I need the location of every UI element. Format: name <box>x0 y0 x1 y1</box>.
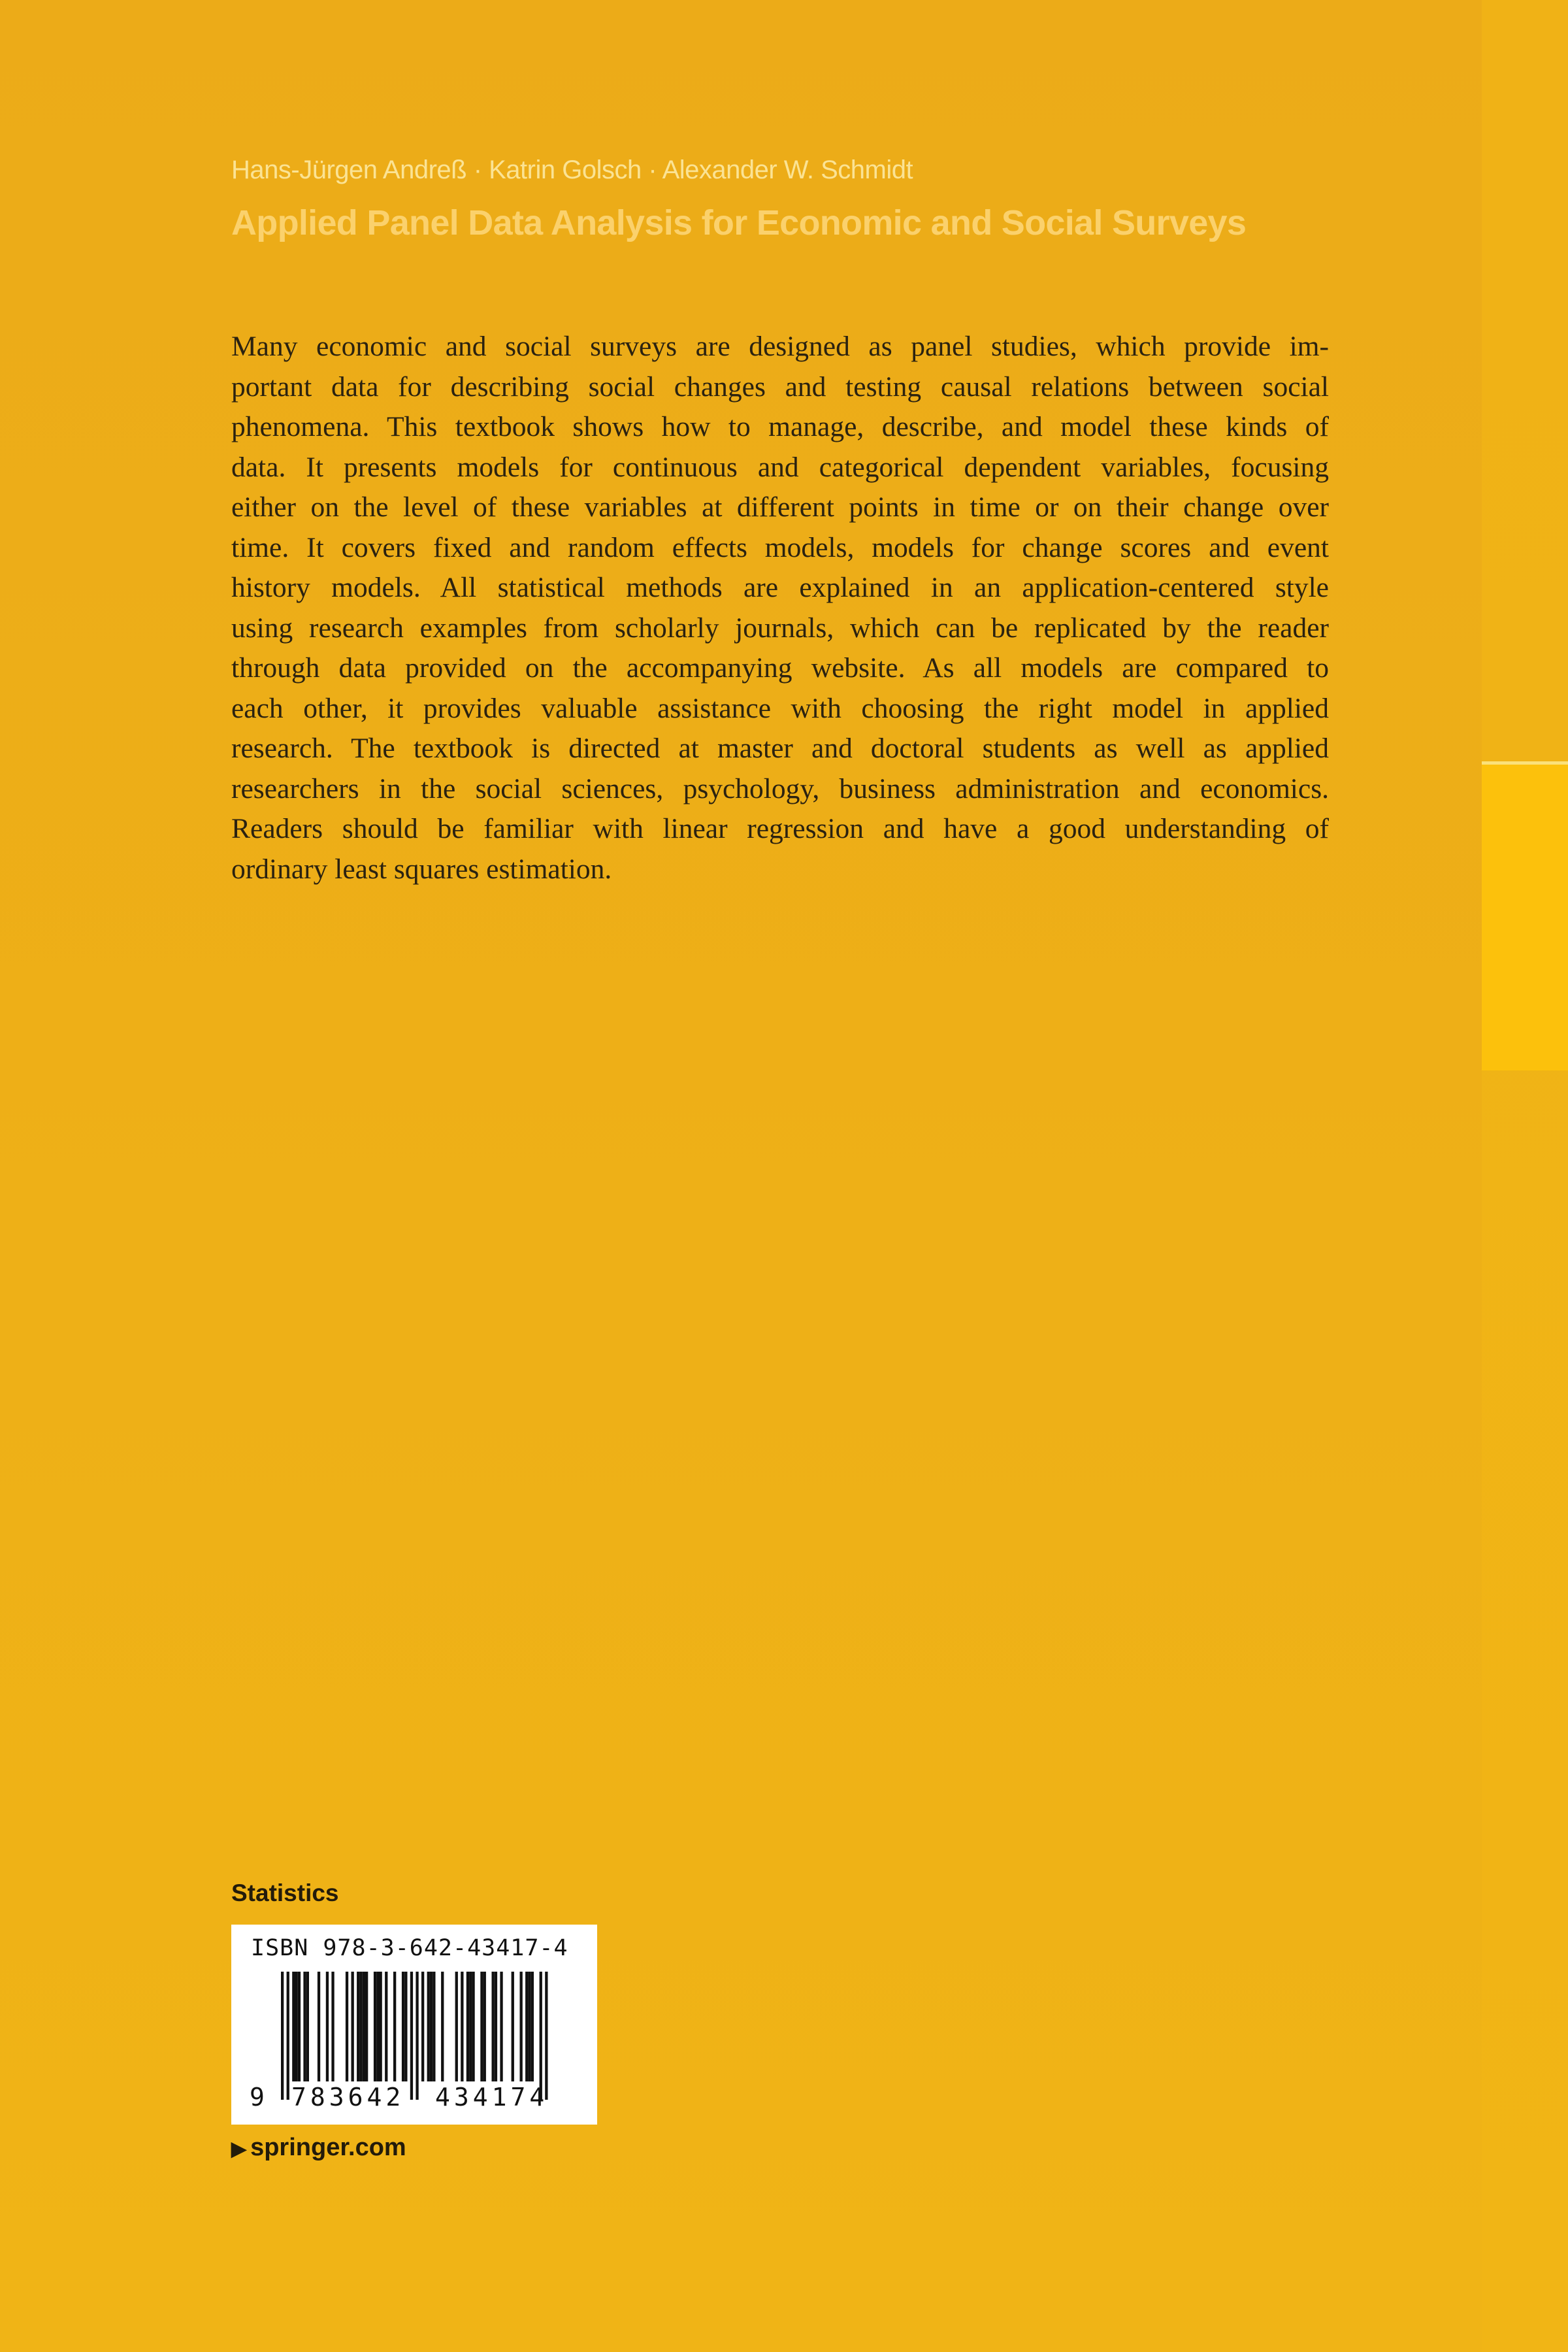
barcode-bar <box>512 1972 514 2081</box>
blurb-line: phenomena. This textbook shows how to manage, describe, and model these kinds of <box>231 411 1329 442</box>
book-title: Applied Panel Data Analysis for Economic and Social Surveys <box>231 203 1247 242</box>
spine-edge-strip <box>1482 0 1568 2352</box>
barcode-bar <box>318 1972 320 2081</box>
barcode-bar <box>351 1972 354 2081</box>
barcode-bar <box>421 1972 424 2081</box>
blurb-line: history models. All statistical methods are explained in an application-centered style <box>231 572 1329 603</box>
blurb-paragraph <box>231 327 1329 889</box>
barcode-bar <box>346 1972 348 2081</box>
barcode-bar <box>528 1972 531 2081</box>
blurb-line: portant data for describing social changes and testing causal relations between social <box>231 371 1329 403</box>
barcode-bar <box>365 1972 368 2081</box>
barcode-guard-bar <box>416 1972 418 2100</box>
blurb-line: time. It covers fixed and random effects models, models for change scores and event <box>231 531 1329 563</box>
blurb-line: through data provided on the accompanying website. As all models are compared to <box>231 652 1329 684</box>
ean-right-group: 434174 <box>435 2083 549 2112</box>
barcode-bar <box>385 1972 387 2081</box>
blurb-line: research. The textbook is directed at master and doctoral students as well as applied <box>231 733 1329 764</box>
barcode-guard-bar <box>281 1972 284 2100</box>
barcode-bar <box>525 1972 528 2081</box>
barcode-bar <box>433 1972 435 2081</box>
barcode-bar <box>531 1972 534 2081</box>
blurb-line: Many economic and social surveys are designed as panel studies, which provide im- <box>231 331 1329 362</box>
barcode-bar <box>472 1972 474 2081</box>
isbn-barcode <box>231 1925 597 2125</box>
barcode-bar <box>455 1972 458 2081</box>
barcode-bar <box>520 1972 523 2081</box>
barcode-bar <box>500 1972 502 2081</box>
barcode-guard-bar <box>545 1972 547 2100</box>
blurb-line: data. It presents models for continuous and categorical dependent variables, focusing <box>231 451 1329 483</box>
blurb-line: using research examples from scholarly journals, which can be replicated by the reader <box>231 612 1329 644</box>
barcode-bar <box>376 1972 379 2081</box>
barcode-bar <box>427 1972 430 2081</box>
blurb-line: ordinary least squares estimation. <box>231 853 612 885</box>
barcode-bar <box>469 1972 472 2081</box>
barcode-bar <box>374 1972 376 2081</box>
barcode-guard-bar <box>540 1972 542 2100</box>
blurb-line: either on the level of these variables at different points in time or on their change over <box>231 491 1329 523</box>
barcode-bar <box>295 1972 298 2081</box>
barcode-bar <box>292 1972 295 2081</box>
arrow-right-icon: ▶ <box>231 2138 247 2160</box>
barcode-bar <box>303 1972 306 2081</box>
barcode-bar <box>359 1972 362 2081</box>
ean-first-digit: 9 <box>250 2083 265 2112</box>
barcode-bar <box>402 1972 404 2081</box>
barcode-bar <box>331 1972 334 2081</box>
blurb-line: each other, it provides valuable assistance with choosing the right model in applied <box>231 692 1329 724</box>
barcode-bar <box>393 1972 396 2081</box>
barcode-guard-bar <box>410 1972 413 2100</box>
barcode-guard-bar <box>287 1972 289 2100</box>
ean-left-group: 783642 <box>291 2083 405 2112</box>
barcode-bar <box>380 1972 382 2081</box>
barcode-bar <box>306 1972 309 2081</box>
spine-accent-block <box>1482 761 1568 1070</box>
publisher-website[interactable] <box>231 2134 406 2162</box>
barcode-bar <box>466 1972 469 2081</box>
barcode-bar <box>404 1972 407 2081</box>
barcode-bar <box>492 1972 495 2081</box>
authors: Hans-Jürgen Andreß · Katrin Golsch · Alexander W. Schmidt <box>231 156 913 184</box>
barcode-bar <box>430 1972 433 2081</box>
blurb-line: Readers should be familiar with linear regression and have a good understanding of <box>231 813 1329 844</box>
barcode-bar <box>480 1972 483 2081</box>
barcode-bar <box>495 1972 497 2081</box>
publisher-website-label: springer.com <box>250 2134 406 2161</box>
isbn-label: ISBN 978-3-642-43417-4 <box>251 1935 568 1961</box>
barcode-bar <box>483 1972 486 2081</box>
barcode-bar <box>441 1972 444 2081</box>
barcode-bar <box>298 1972 301 2081</box>
blurb-line: researchers in the social sciences, psychology, business administration and economics. <box>231 772 1329 804</box>
barcode-bar <box>461 1972 463 2081</box>
barcode-bar <box>363 1972 365 2081</box>
subject-category: Statistics <box>231 1880 339 1906</box>
barcode-bar <box>326 1972 329 2081</box>
barcode-bar <box>357 1972 359 2081</box>
